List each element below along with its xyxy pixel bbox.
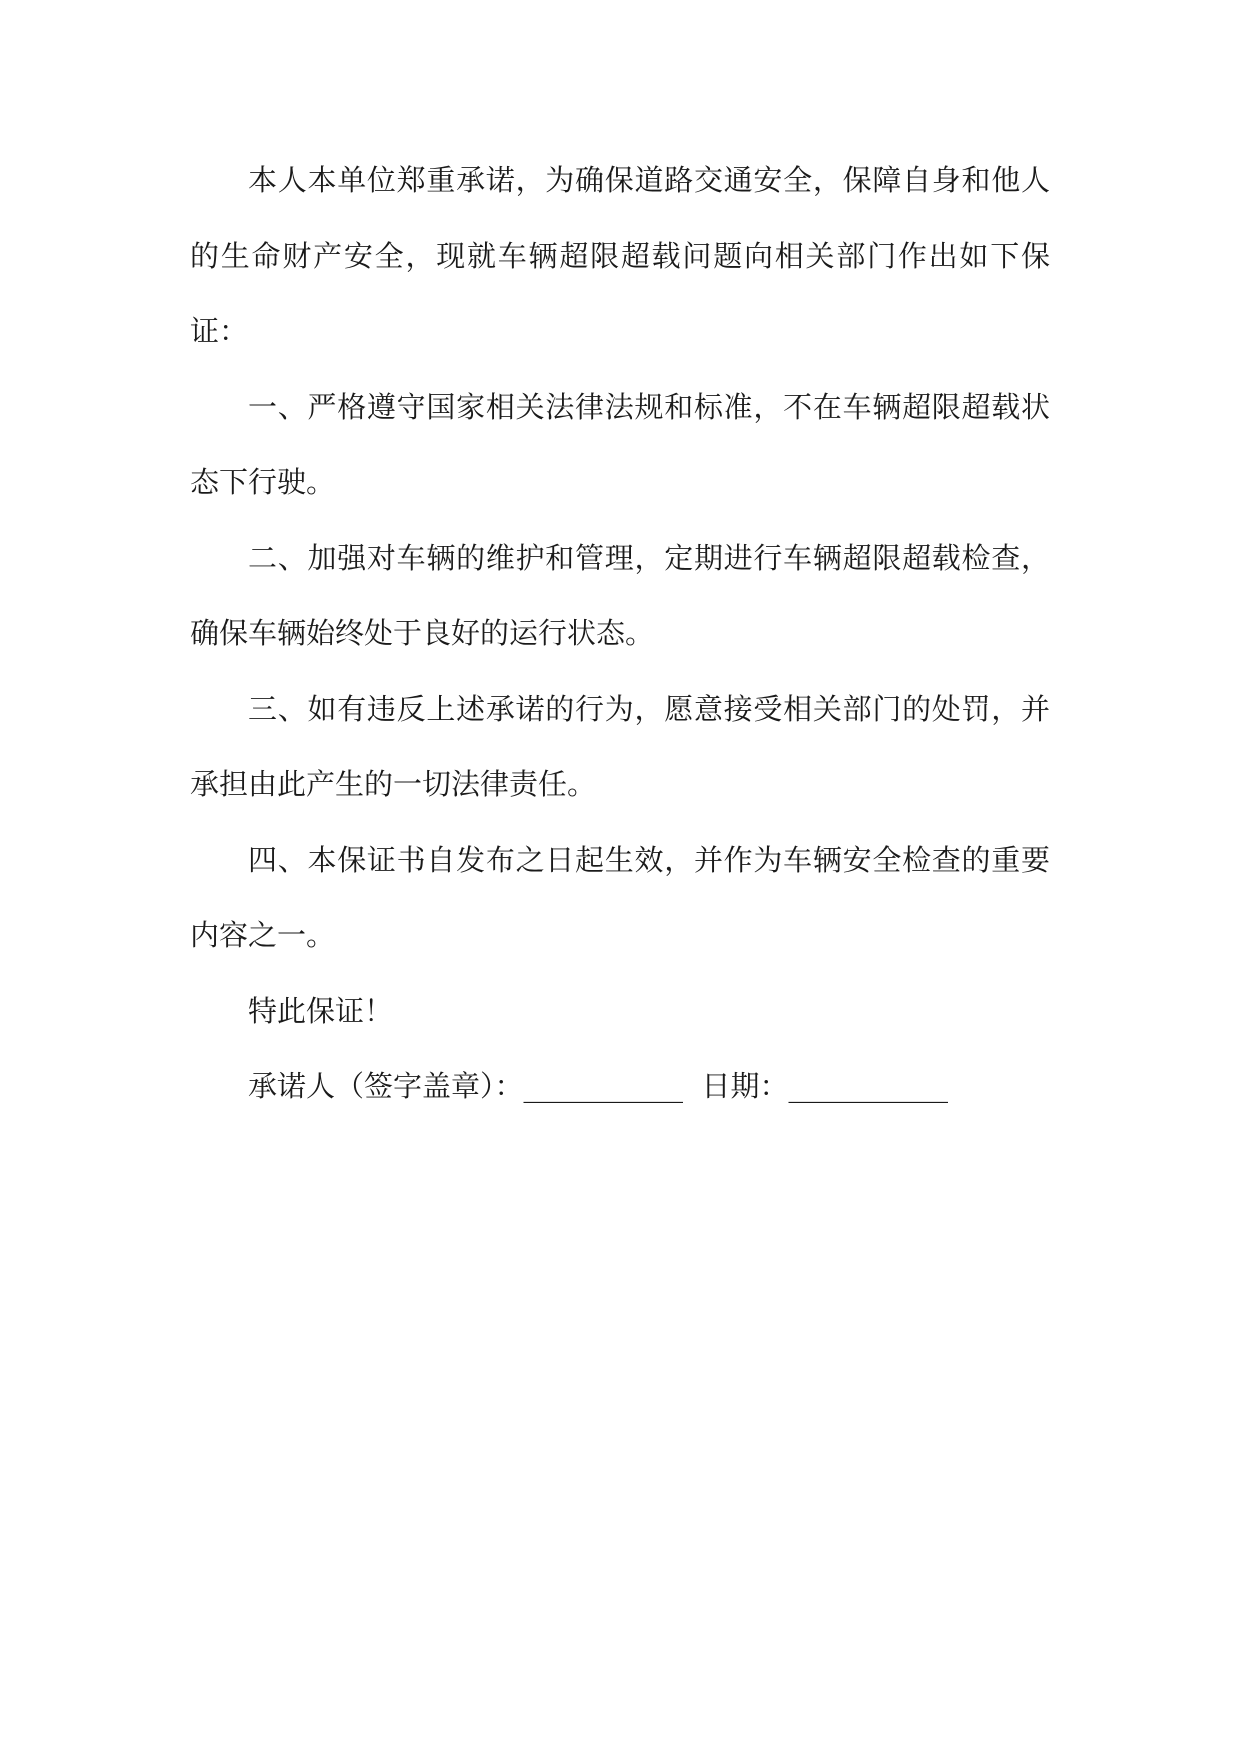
clause-1-paragraph: 一、严格遵守国家相关法律法规和标准，不在车辆超限超载状态下行驶。 — [190, 389, 1050, 499]
signer-label: 承诺人（签字盖章）： — [248, 1069, 524, 1103]
document-page — [190, 143, 1050, 1125]
clause-3-paragraph: 三、如有违反上述承诺的行为，愿意接受相关部门的处罚，并承担由此产生的一切法律责任。 — [190, 691, 1050, 801]
intro-paragraph: 本人本单位郑重承诺，为确保道路交通安全，保障自身和他人的生命财产安全，现就车辆超限超载问题向相关部门作出如下保证： — [190, 163, 1050, 348]
date-blank: ___________ — [788, 1069, 948, 1103]
date-label: 日期： — [701, 1069, 789, 1103]
signer-blank: ___________ — [523, 1069, 684, 1103]
signature-line — [190, 1049, 1050, 1125]
clause-2-paragraph: 二、加强对车辆的维护和管理，定期进行车辆超限超载检查，确保车辆始终处于良好的运行状态。 — [190, 540, 1050, 650]
closing-statement: 特此保证！ — [248, 993, 394, 1028]
clause-4-paragraph: 四、本保证书自发布之日起生效，并作为车辆安全检查的重要内容之一。 — [190, 842, 1050, 952]
